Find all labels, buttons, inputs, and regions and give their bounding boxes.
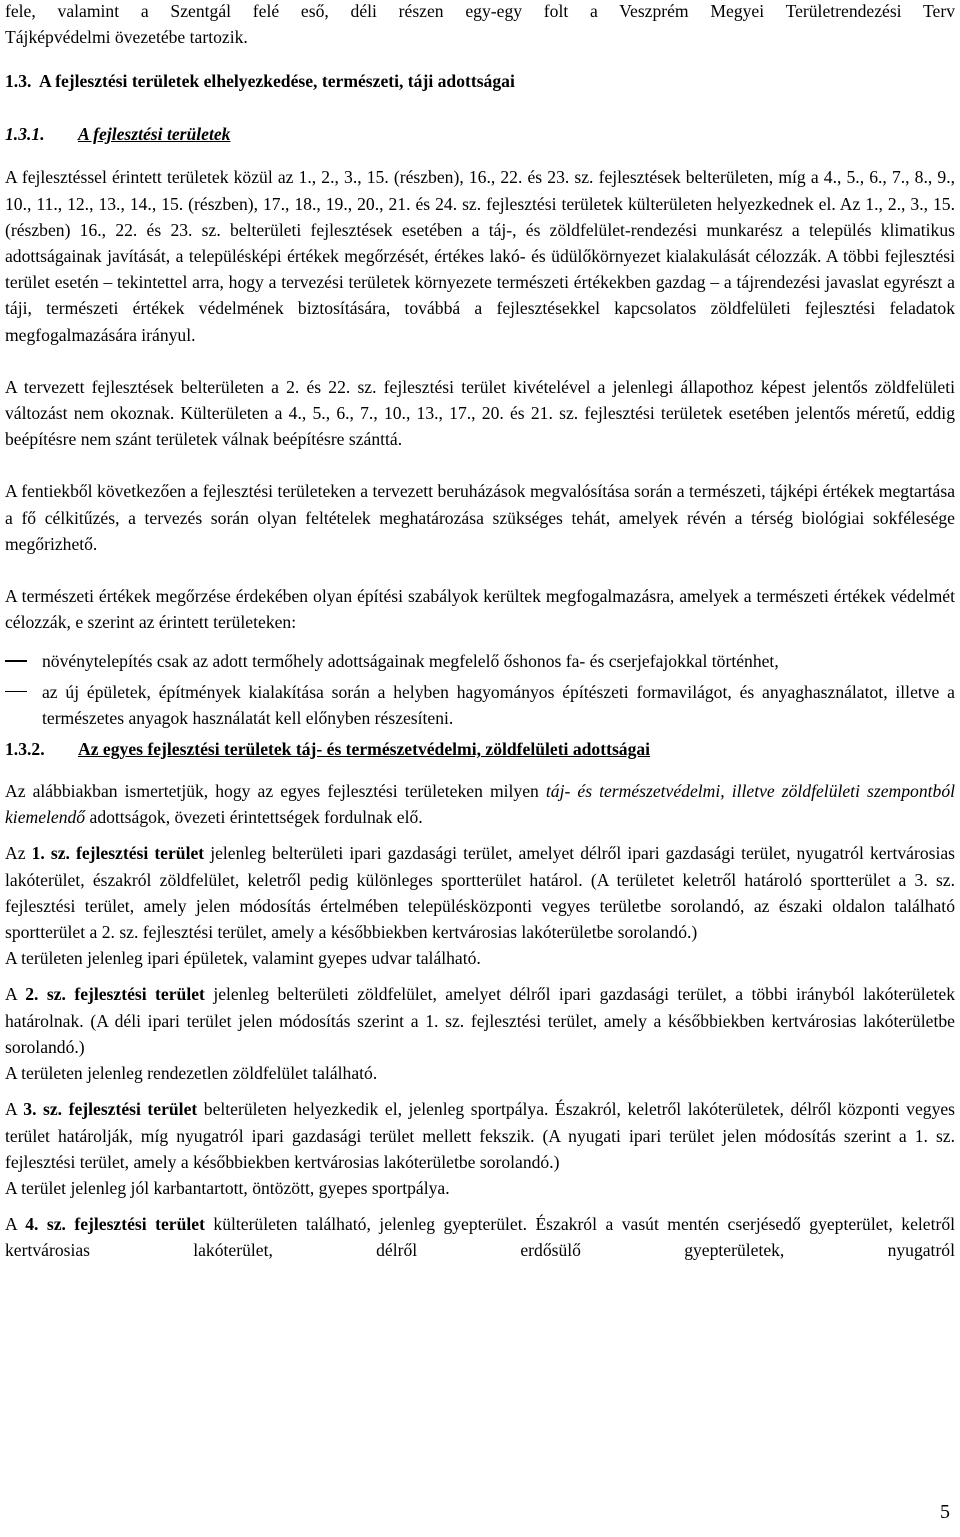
- area-2-description: [5, 981, 955, 1060]
- area-1-current-state: A területen jelenleg ipari épületek, valamint gyepes udvar található.: [5, 948, 481, 969]
- area-1-block: [5, 840, 955, 971]
- area-2-pre: A: [5, 984, 26, 1005]
- intro-line-2: Tájképvédelmi övezetébe tartozik.: [5, 27, 248, 48]
- paragraph-5-post: adottságok, övezeti érintettségek fordulnak elő.: [85, 807, 423, 828]
- area-3-pre: A: [5, 1099, 24, 1120]
- area-1-description: [5, 840, 955, 945]
- area-2-label: 2. sz. fejlesztési terület: [25, 984, 205, 1005]
- list-item: [5, 648, 955, 674]
- section-number: 1.3.1.: [5, 124, 45, 145]
- paragraph-4: A természeti értékek megőrzése érdekében olyan építési szabályok kerültek megfogalmazásra, amelyek a természeti értékek védelmét célozzák, e szerint az érintett területeken:: [5, 586, 955, 633]
- section-number: 1.3.2.: [5, 739, 45, 760]
- area-3-block: [5, 1096, 955, 1201]
- page-number: 5: [940, 1501, 950, 1523]
- paragraph-1: A fejlesztéssel érintett területek közül az 1., 2., 3., 15. (részben), 16., 22. és 23. sz. fejlesztések belterületen, míg a 4., 5., 6., 7., 8., 9., 10., 11., 12., 13., 14., 15. (részben), 17., 18., 19., 20., 21. és 24. sz. fejlesztési területek külterületen helyezkednek el. Az 1., 2., 3., 15. (részben) 16., 22. és 23. sz. belterületi fejlesztések esetében a táj-, és zöldfelület-rendezési munkarész a település klimatikus adottságainak javítását, a településképi értékek megőrzését, értékes lakó- és üdülőkörnyezet kialakulását célozzák. A többi fejlesztési terület esetén – tekintettel arra, hogy a tervezési területek környezete természeti értékekben gazdag – a tájrendezési javaslat egyrészt a táji, természeti értékek védelmének biztosítására, továbbá a fejlesztésekkel kapcsolatos zöldfelületi fejlesztési feladatok megfogalmazására irányul.: [5, 167, 955, 345]
- area-1-label: 1. sz. fejlesztési terület: [31, 843, 205, 864]
- section-title: A fejlesztési területek elhelyezkedése, természeti, táji adottságai: [39, 71, 515, 92]
- dash-bullet-icon: [5, 691, 27, 692]
- intro-text: [5, 0, 955, 50]
- area-1-pre: Az: [5, 843, 32, 864]
- document-page: [5, 0, 955, 1264]
- area-4-block: [5, 1211, 955, 1263]
- list-item-text: az új épületek, építmények kialakítása során a helyben hagyományos építészeti formavilágot, és anyaghasználatot, illetve a természetes anyagok használatát kell előnyben részesíteni.: [42, 681, 955, 728]
- list-item-text: növénytelepítés csak az adott termőhely adottságainak megfelelő őshonos fa- és cserjefajokkal történhet,: [42, 651, 779, 672]
- section-number: 1.3.: [5, 71, 32, 92]
- section-heading-1-3-2: [5, 736, 955, 762]
- area-2-block: [5, 981, 955, 1086]
- section-title: Az egyes fejlesztési területek táj- és természetvédelmi, zöldfelületi adottságai: [78, 739, 651, 760]
- section-title: A fejlesztési területek: [78, 124, 231, 145]
- area-4-description: [5, 1211, 955, 1263]
- paragraph-5-emphasis: táj- és természetvédelmi, illetve zöldfelületi szempontból kiemelendő: [5, 781, 955, 828]
- paragraph-5: [5, 778, 955, 830]
- building-rules-list: [5, 648, 955, 731]
- area-2-current-state: A területen jelenleg rendezetlen zöldfelület található.: [5, 1063, 378, 1084]
- paragraph-2: A tervezett fejlesztések belterületen a 2. és 22. sz. fejlesztési terület kivételével a jelenlegi állapothoz képest jelentős zöldfelületi változást nem okoznak. Külterületen a 4., 5., 6., 7., 10., 13., 17., 20. és 21. sz. fejlesztési területek esetében jelentős méretű, eddig beépítésre nem szánt területek válnak beépítésre szánttá.: [5, 376, 955, 450]
- area-3-current-state: A terület jelenleg jól karbantartott, öntözött, gyepes sportpálya.: [5, 1177, 450, 1198]
- section-heading-1-3: [5, 68, 955, 94]
- dash-bullet-icon: [5, 660, 27, 661]
- area-4-label: 4. sz. fejlesztési terület: [25, 1214, 205, 1235]
- area-3-label: 3. sz. fejlesztési terület: [23, 1099, 198, 1120]
- list-item: [5, 679, 955, 731]
- intro-line-1: fele, valamint a Szentgál felé eső, déli részen egy-egy folt a Veszprém Megyei Területrendezési Terv: [5, 1, 955, 21]
- area-3-text: belterületen helyezkedik el, jelenleg sportpálya. Északról, keletről lakóterületek, délről központi vegyes terület határolják, míg nyugatról ipari gazdasági terület mellett fekszik. (A nyugati ipari terület jelen módosítás szerint a 1. sz. fejlesztési terület, amely a későbbiekben kertvárosias lakóterületbe sorolandó.): [5, 1099, 956, 1172]
- area-2-text: jelenleg belterületi zöldfelület, amelyet délről ipari gazdasági terület, a többi irányból lakóterületek határolnak. (A déli ipari terület jelen módosítás szerint a 1. sz. fejlesztési terület, amely a későbbiekben kertvárosias lakóterületbe sorolandó.): [5, 984, 955, 1057]
- paragraph-5-pre: Az alábbiakban ismertetjük, hogy az egyes fejlesztési területeken milyen: [5, 781, 546, 802]
- area-3-description: [5, 1096, 955, 1175]
- section-heading-1-3-1: [5, 121, 955, 147]
- area-4-text: külterületen található, jelenleg gyepterület. Északról a vasút mentén cserjésedő gyepterület, keletről kertvárosias lakóterület, délről erdősülő gyepterületek, nyugatról: [5, 1214, 956, 1261]
- paragraph-3: A fentiekből következően a fejlesztési területeken a tervezett beruházások megvalósítása során a természeti, tájképi értékek megtartása a fő célkitűzés, a tervezés során olyan feltételek meghatározása szükséges tehát, amelyek révén a térség biológiai sokfélesége megőrizhető.: [5, 481, 955, 554]
- area-4-pre: A: [5, 1214, 26, 1235]
- area-1-text: jelenleg belterületi ipari gazdasági terület, amelyet délről ipari gazdasági terület, nyugatról kertvárosias lakóterület, északról zöldfelület, keletről pedig különleges sportterület határol. (A területet keletről határoló sportterület a 3. sz. fejlesztési terület, amely jelen módosítás értelmében településközponti vegyes területbe sorolandó, az északi oldalon található sportterület a 2. sz. fejlesztési terület, amely a későbbiekben kertvárosias lakóterületbe sorolandó.): [5, 843, 956, 943]
